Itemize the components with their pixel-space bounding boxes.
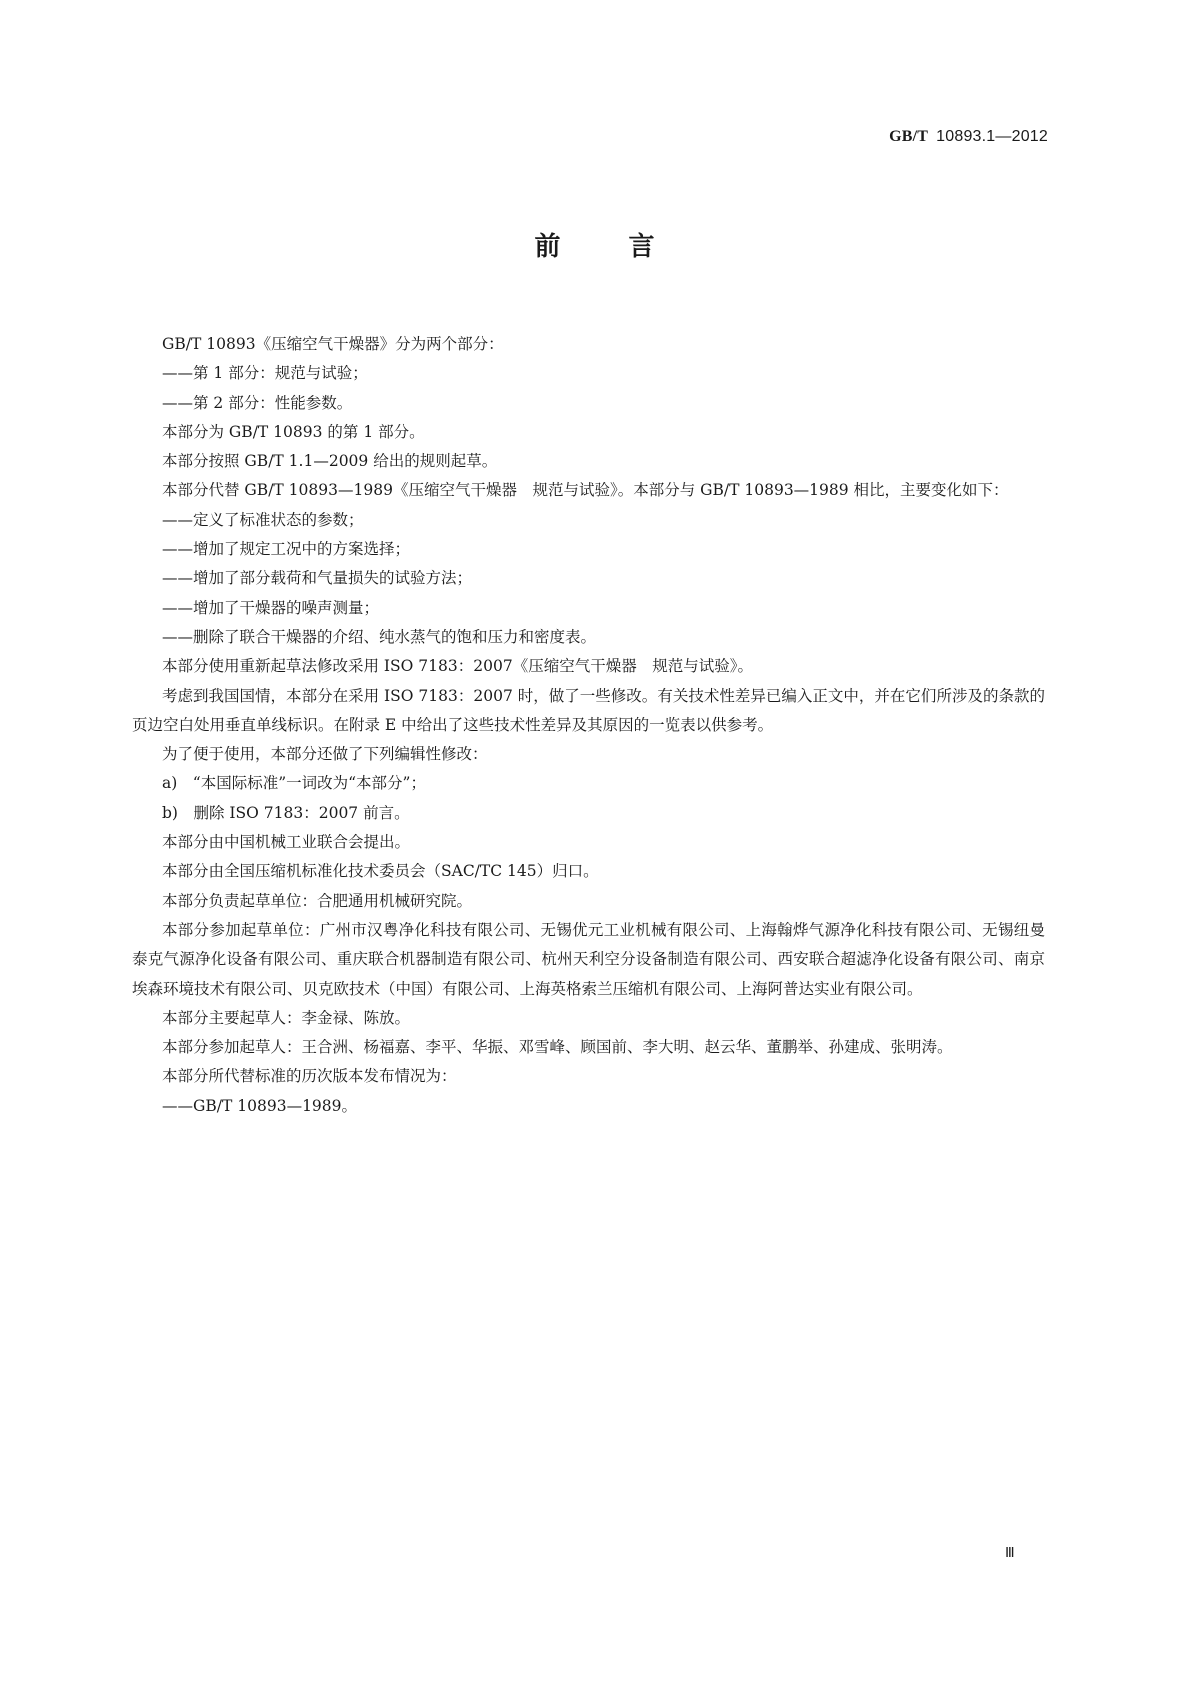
paragraph-previous-editions: 本部分所代替标准的历次版本发布情况为： (162, 1067, 457, 1086)
list-item-change-1: ——定义了标准状态的参数； (162, 510, 364, 529)
list-item-editorial-a: a) “本国际标准”一词改为“本部分”； (162, 774, 426, 793)
list-item-previous-edition: ——GB/T 10893—1989。 (162, 1096, 358, 1115)
paragraph-replaces: 本部分代替 GB/T 10893—1989《压缩空气干燥器 规范与试验》。本部分与 GB/T 10893—1989 相比，主要变化如下： (162, 481, 1009, 500)
list-item-editorial-b: b) 删除 ISO 7183：2007 前言。 (162, 803, 410, 822)
standard-code-header (889, 126, 1048, 146)
paragraph-intro: GB/T 10893《压缩空气干燥器》分为两个部分： (162, 335, 504, 353)
list-item-change-3: ——增加了部分载荷和气量损失的试验方法； (162, 569, 473, 588)
paragraph-editorial-changes: 为了便于使用，本部分还做了下列编辑性修改： (162, 745, 488, 764)
page-number: Ⅲ (1005, 1544, 1015, 1560)
title-char-2: 言 (628, 232, 657, 262)
title-char-1: 前 (534, 232, 563, 262)
paragraph-lead-drafter-unit: 本部分负责起草单位：合肥通用机械研究院。 (162, 891, 473, 910)
list-item-part1: ——第 1 部分：规范与试验； (162, 364, 368, 383)
paragraph-this-part: 本部分为 GB/T 10893 的第 1 部分。 (162, 422, 425, 441)
list-item-change-5: ——删除了联合干燥器的介绍、纯水蒸气的饱和压力和密度表。 (162, 627, 597, 646)
paragraph-participating-units: 本部分参加起草单位：广州市汉粤净化科技有限公司、无锡优元工业机械有限公司、上海翰烨气源净化科技有限公司、无锡纽曼泰克气源净化设备有限公司、重庆联合机器制造有限公司、杭州天利空分设备制造有限公司、西安联合超滤净化设备有限公司、南京埃森环境技术有限公司、贝克欧技术（中国）有限公司、上海英格索兰压缩机有限公司、上海阿普达实业有限公司。 (132, 920, 1045, 998)
standard-number: 10893.1—2012 (936, 128, 1048, 145)
list-item-change-2: ——增加了规定工况中的方案选择； (162, 540, 411, 559)
page-title (0, 226, 1191, 263)
paragraph-proposed-by: 本部分由中国机械工业联合会提出。 (162, 833, 411, 852)
paragraph-iso-adoption: 本部分使用重新起草法修改采用 ISO 7183：2007《压缩空气干燥器 规范与试验》。 (162, 657, 753, 676)
list-item-part2: ——第 2 部分：性能参数。 (162, 393, 353, 412)
paragraph-technical-differences: 考虑到我国国情，本部分在采用 ISO 7183：2007 时，做了一些修改。有关技术性差异已编入正文中，并在它们所涉及的条款的页边空白处用垂直单线标识。在附录 E 中给出了这些技术性差异及其原因的一览表以供参考。 (132, 686, 1045, 734)
list-item-change-4: ——增加了干燥器的噪声测量； (162, 598, 380, 617)
foreword-body (132, 330, 1045, 1121)
paragraph-under-jurisdiction: 本部分由全国压缩机标准化技术委员会（SAC/TC 145）归口。 (162, 862, 599, 881)
paragraph-drafting-rules: 本部分按照 GB/T 1.1—2009 给出的规则起草。 (162, 452, 498, 471)
paragraph-participating-drafters: 本部分参加起草人：王合洲、杨福嘉、李平、华振、邓雪峰、顾国前、李大明、赵云华、董鹏举、孙建成、张明涛。 (162, 1038, 953, 1057)
paragraph-main-drafters: 本部分主要起草人：李金禄、陈放。 (162, 1008, 411, 1027)
standard-prefix: GB/T (889, 128, 929, 145)
